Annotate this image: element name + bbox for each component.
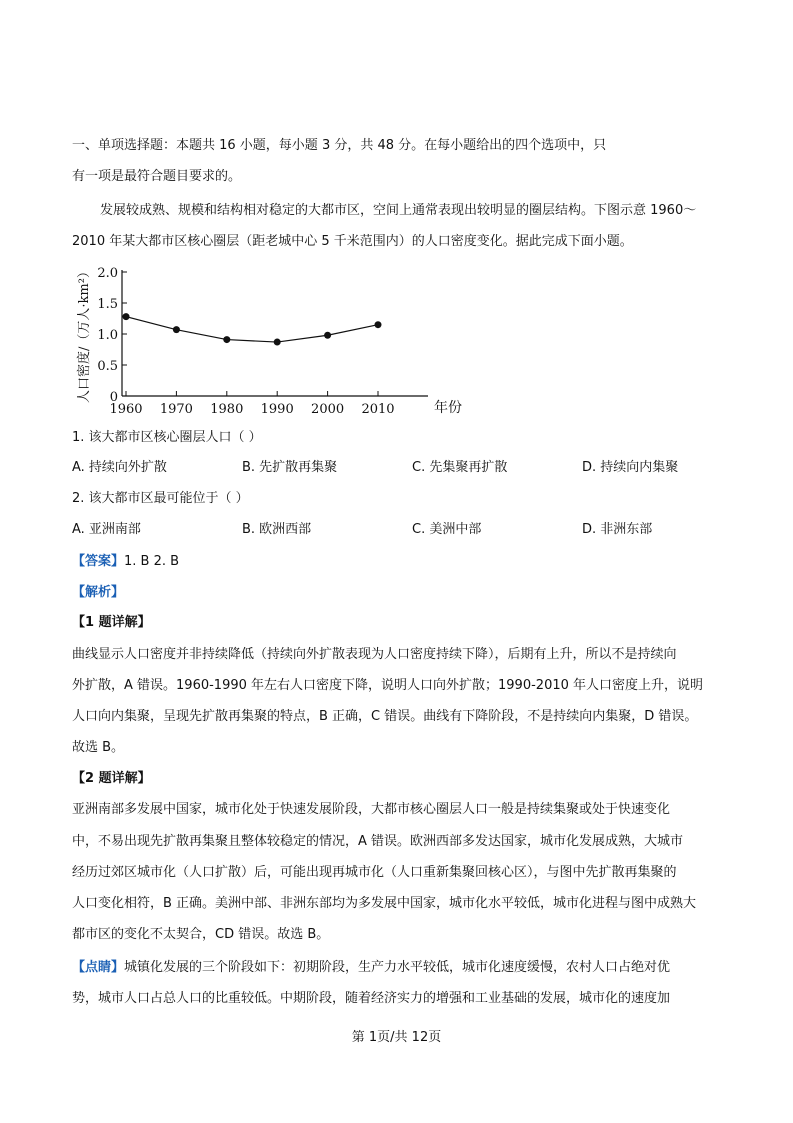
detail-2-line-2: 中，不易出现先扩散再集聚且整体较稳定的情况，A 错误。欧洲西部多发达国家，城市化发展成熟，大城市 xyxy=(72,834,684,849)
answer-label: 【答案】 xyxy=(72,554,125,569)
population-density-chart xyxy=(70,262,490,422)
x-tick-label: 2010 xyxy=(361,402,395,417)
y-tick-label: 2.0 xyxy=(97,266,118,281)
x-tick-label: 1990 xyxy=(260,402,294,417)
tip-label: 【点睛】 xyxy=(72,960,125,975)
x-axis-label: 年份 xyxy=(434,400,462,416)
series-line xyxy=(126,317,378,342)
page-footer: 第 1页/共 12页 xyxy=(351,1030,442,1045)
data-point-1990 xyxy=(274,339,281,346)
detail-2-line-3: 经历过郊区城市化（人口扩散）后，可能出现再城市化（人口重新集聚回核心区），与图中先扩散再集聚的 xyxy=(72,865,677,880)
question-1-option-d: D. 持续向内集聚 xyxy=(582,460,679,475)
detail-1-line-4: 故选 B。 xyxy=(72,740,125,755)
question-2-option-c: C. 美洲中部 xyxy=(412,522,482,537)
analysis-label: 【解析】 xyxy=(72,585,125,600)
question-2-option-d: D. 非洲东部 xyxy=(582,522,653,537)
tip-line-1 xyxy=(72,958,670,978)
question-2-stem: 2. 该大都市区最可能位于（ ） xyxy=(72,491,249,506)
question-1-option-b: B. 先扩散再集聚 xyxy=(242,460,338,475)
x-tick-label: 1980 xyxy=(210,402,244,417)
detail-1-line-3: 人口向内集聚，呈现先扩散再集聚的特点，B 正确，C 错误。曲线有下降阶段，不是持续向内集聚，D 错误。 xyxy=(72,709,698,724)
data-point-1980 xyxy=(223,336,230,343)
x-tick-label: 2000 xyxy=(311,402,345,417)
y-axis-label: 人口密度/（万人·km²） xyxy=(77,265,92,403)
detail-1-line-2: 外扩散，A 错误。1960-1990 年左右人口密度下降，说明人口向外扩散；1990-2010 年人口密度上升，说明 xyxy=(72,678,704,693)
chart-axes xyxy=(122,270,428,396)
y-tick-label: 0 xyxy=(109,390,118,405)
data-point-2000 xyxy=(324,332,331,339)
intro-line-1: 发展较成熟、规模和结构相对稳定的大都市区，空间上通常表现出较明显的圈层结构。下图示意 1960～ xyxy=(100,203,697,218)
question-1-option-c: C. 先集聚再扩散 xyxy=(412,460,508,475)
y-tick-label: 1.5 xyxy=(97,297,118,312)
tip-text-1: 城镇化发展的三个阶段如下：初期阶段，生产力水平较低，城市化速度缓慢，农村人口占绝对优 xyxy=(124,960,671,975)
section-heading-line-1: 一、单项选择题：本题共 16 小题，每小题 3 分，共 48 分。在每小题给出的四个选项中，只 xyxy=(72,138,607,153)
detail-2-line-5: 都市区的变化不太契合，CD 错误。故选 B。 xyxy=(72,927,330,942)
answer-line xyxy=(72,552,179,572)
detail-2-line-4: 人口变化相符，B 正确。美洲中部、非洲东部均为多发展中国家，城市化水平较低，城市化进程与图中成熟大 xyxy=(72,896,697,911)
question-1-option-a: A. 持续向外扩散 xyxy=(72,460,167,475)
y-tick-label: 1.0 xyxy=(97,328,118,343)
question-1-stem: 1. 该大都市区核心圈层人口（ ） xyxy=(72,430,262,445)
question-2-option-a: A. 亚洲南部 xyxy=(72,522,141,537)
section-heading-line-2: 有一项是最符合题目要求的。 xyxy=(72,169,242,184)
question-2-option-b: B. 欧洲西部 xyxy=(242,522,312,537)
y-tick-label: 0.5 xyxy=(97,359,118,374)
data-point-1970 xyxy=(173,326,180,333)
data-point-2010 xyxy=(375,321,382,328)
detail-1-line-1: 曲线显示人口密度并非持续降低（持续向外扩散表现为人口密度持续下降），后期有上升，所以不是持续向 xyxy=(72,647,677,662)
detail-1-label: 【1 题详解】 xyxy=(72,615,151,630)
x-tick-label: 1960 xyxy=(109,402,143,417)
detail-2-line-1: 亚洲南部多发展中国家，城市化处于快速发展阶段，大都市核心圈层人口一般是持续集聚或处于快速变化 xyxy=(72,802,671,817)
answer-text: 1. B 2. B xyxy=(124,554,180,569)
intro-line-2: 2010 年某大都市区核心圈层（距老城中心 5 千米范围内）的人口密度变化。据此完成下面小题。 xyxy=(72,234,633,249)
tip-line-2: 势，城市人口占总人口的比重较低。中期阶段，随着经济实力的增强和工业基础的发展，城市化的速度加 xyxy=(72,991,671,1006)
data-point-1960 xyxy=(123,313,130,320)
detail-2-label: 【2 题详解】 xyxy=(72,771,151,786)
x-tick-label: 1970 xyxy=(159,402,193,417)
